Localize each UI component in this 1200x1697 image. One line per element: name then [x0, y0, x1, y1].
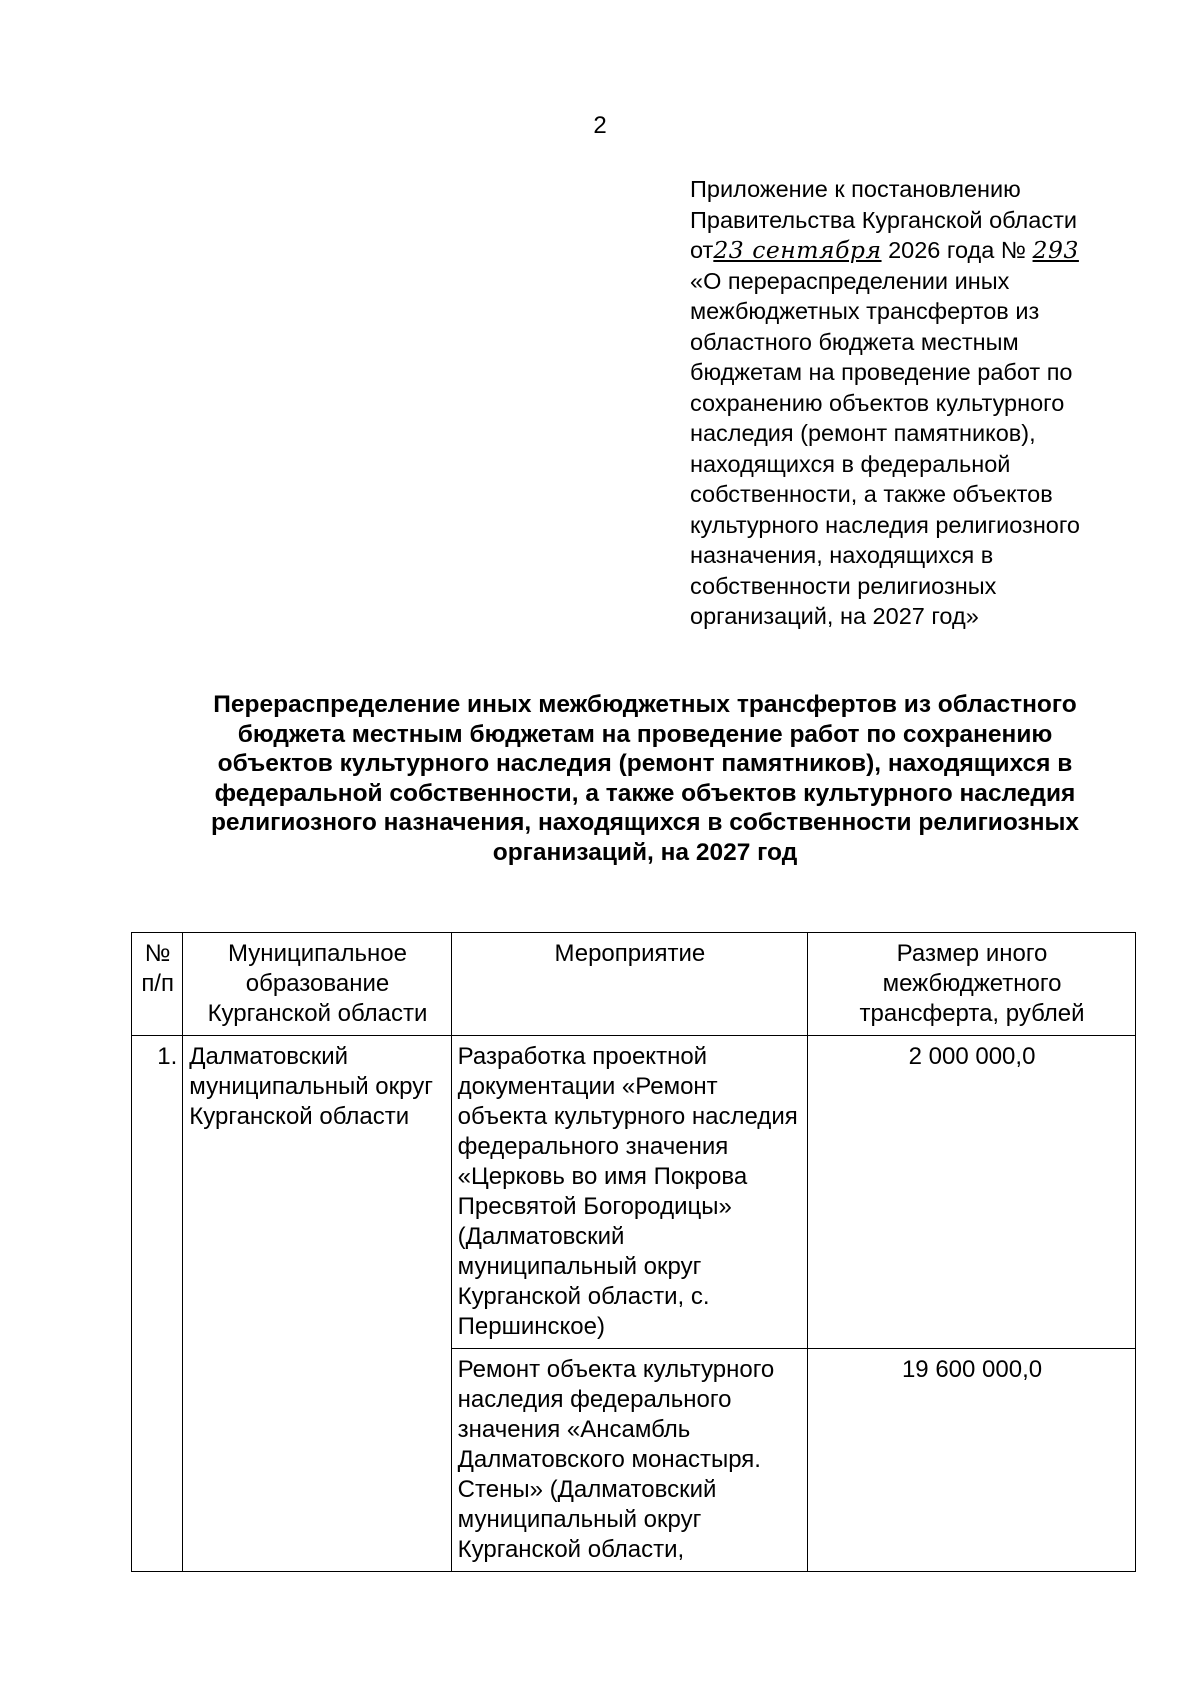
row-number: 1.	[132, 1036, 183, 1572]
appendix-subject-line: собственности, а также объектов	[690, 481, 1053, 507]
row-event: Разработка проектной документации «Ремонт объекта культурного наследия федерального значения «Церковь во имя Покрова Пресвятой Богородицы» (Далматовский муниципальный округ Курганской области, с. Першинское)	[451, 1036, 807, 1349]
appendix-subject-line: бюджетам на проведение работ по	[690, 359, 1073, 385]
appendix-subject-line: назначения, находящихся в	[690, 542, 994, 568]
title-line: объектов культурного наследия (ремонт памятников), находящихся в	[217, 750, 1073, 777]
page-number: 2	[593, 112, 607, 139]
appendix-subject-line: сохранению объектов культурного	[690, 389, 1065, 416]
handwritten-number: 293	[1032, 236, 1079, 264]
appendix-year-text: 2026 года №	[881, 237, 1033, 263]
appendix-date-line	[690, 235, 1160, 266]
appendix-subject-line: наследия (ремонт памятников),	[690, 420, 1036, 446]
appendix-subject-line: межбюджетных трансфертов из	[690, 298, 1040, 324]
title-line: бюджета местным бюджетам на проведение работ по сохранению	[237, 720, 1053, 748]
row-amount: 19 600 000,0	[808, 1349, 1136, 1572]
appendix-from-prefix: от	[690, 237, 714, 263]
transfers-table	[131, 932, 1136, 1572]
header-municipality: Муниципальное образование Курганской области	[183, 933, 451, 1036]
row-municipality: Далматовский муниципальный округ Курганской области	[183, 1036, 451, 1572]
appendix-subject-line: областного бюджета местным	[690, 328, 1019, 355]
title-line: религиозного назначения, находящихся в собственности религиозных	[210, 809, 1080, 836]
appendix-subject-line: культурного наследия религиозного	[690, 511, 1080, 538]
handwritten-date: 23 сентября	[713, 236, 882, 264]
header-event: Мероприятие	[451, 933, 807, 1036]
appendix-line-1: Приложение к постановлению	[690, 176, 1021, 202]
title-line: организаций, на 2027 год	[492, 838, 798, 866]
appendix-subject-line: собственности религиозных	[690, 572, 997, 599]
appendix-line-2: Правительства Курганской области	[690, 206, 1077, 233]
appendix-subject-line: находящихся в федеральной	[690, 450, 1011, 477]
header-amount: Размер иного межбюджетного трансферта, рублей	[808, 933, 1136, 1036]
title-line: Перераспределение иных межбюджетных трансфертов из областного	[213, 691, 1077, 718]
table-row	[132, 1036, 1136, 1349]
table-header-row	[132, 933, 1136, 1036]
document-title	[150, 690, 1140, 867]
appendix-block	[690, 174, 1160, 632]
row-amount: 2 000 000,0	[808, 1036, 1136, 1349]
appendix-subject-line: организаций, на 2027 год»	[690, 603, 979, 629]
title-line: федеральной собственности, а также объектов культурного наследия	[214, 779, 1076, 807]
appendix-subject-line: «О перераспределении иных	[690, 267, 1010, 294]
row-event: Ремонт объекта культурного наследия федерального значения «Ансамбль Далматовского монастыря. Стены» (Далматовский муниципальный округ Курганской области,	[451, 1349, 807, 1572]
header-number: № п/п	[132, 933, 183, 1036]
